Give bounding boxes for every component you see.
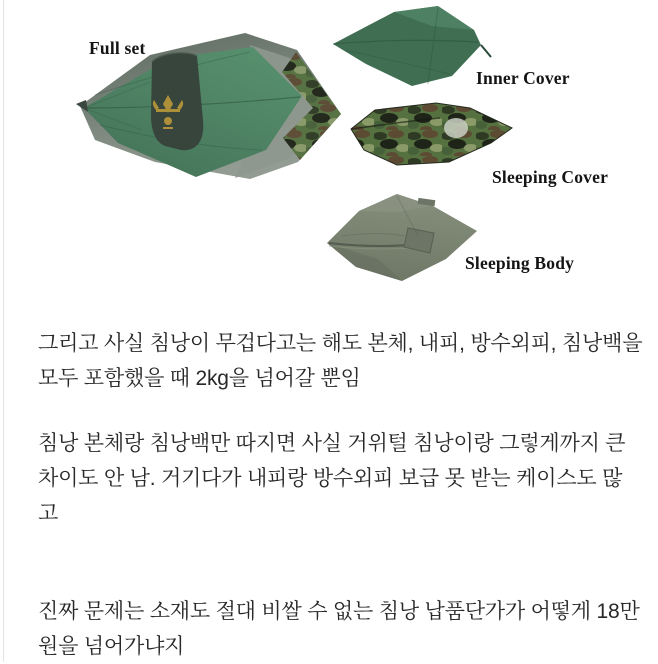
- full-set-pouch: [151, 53, 203, 150]
- inner-cover-shape: [333, 6, 481, 86]
- post-text-line: 모두 포함했을 때 2kg을 넘어갈 뿐임: [38, 367, 361, 390]
- sleeping-cover-shape: [351, 103, 512, 165]
- sleeping-cover-patch: [444, 118, 468, 138]
- post-text-line: 차이도 안 남. 거기다가 내피랑 방수외피 보급 못 받는 케이스도 많: [38, 467, 623, 490]
- post-text-line: 원을 넘어가냐지: [38, 635, 185, 658]
- post-text-line: 침낭 본체랑 침낭백만 따지면 사실 거위털 침낭이랑 그렇게까지 큰: [38, 432, 626, 455]
- post-paragraph: [38, 326, 642, 396]
- post-text-line: 진짜 문제는 소재도 절대 비쌀 수 없는 침낭 납품단가가 어떻게 18만: [38, 600, 640, 623]
- sleeping-cover-bag: [351, 103, 512, 165]
- sleeping-cover-label: Sleeping Cover: [492, 167, 609, 187]
- sleeping-body-bag: [327, 194, 477, 281]
- sleeping-body-label: Sleeping Body: [465, 253, 575, 273]
- post-text-line: 고: [38, 502, 59, 525]
- full-set-label: Full set: [89, 38, 146, 58]
- inner-cover-label: Inner Cover: [476, 68, 570, 88]
- post-paragraph: [38, 426, 625, 531]
- post-paragraph: [38, 594, 640, 664]
- product-image: [0, 0, 658, 310]
- post-text-line: 그리고 사실 침낭이 무겁다고는 해도 본체, 내피, 방수외피, 침낭백을: [38, 332, 643, 355]
- inner-cover-bag: [333, 6, 491, 86]
